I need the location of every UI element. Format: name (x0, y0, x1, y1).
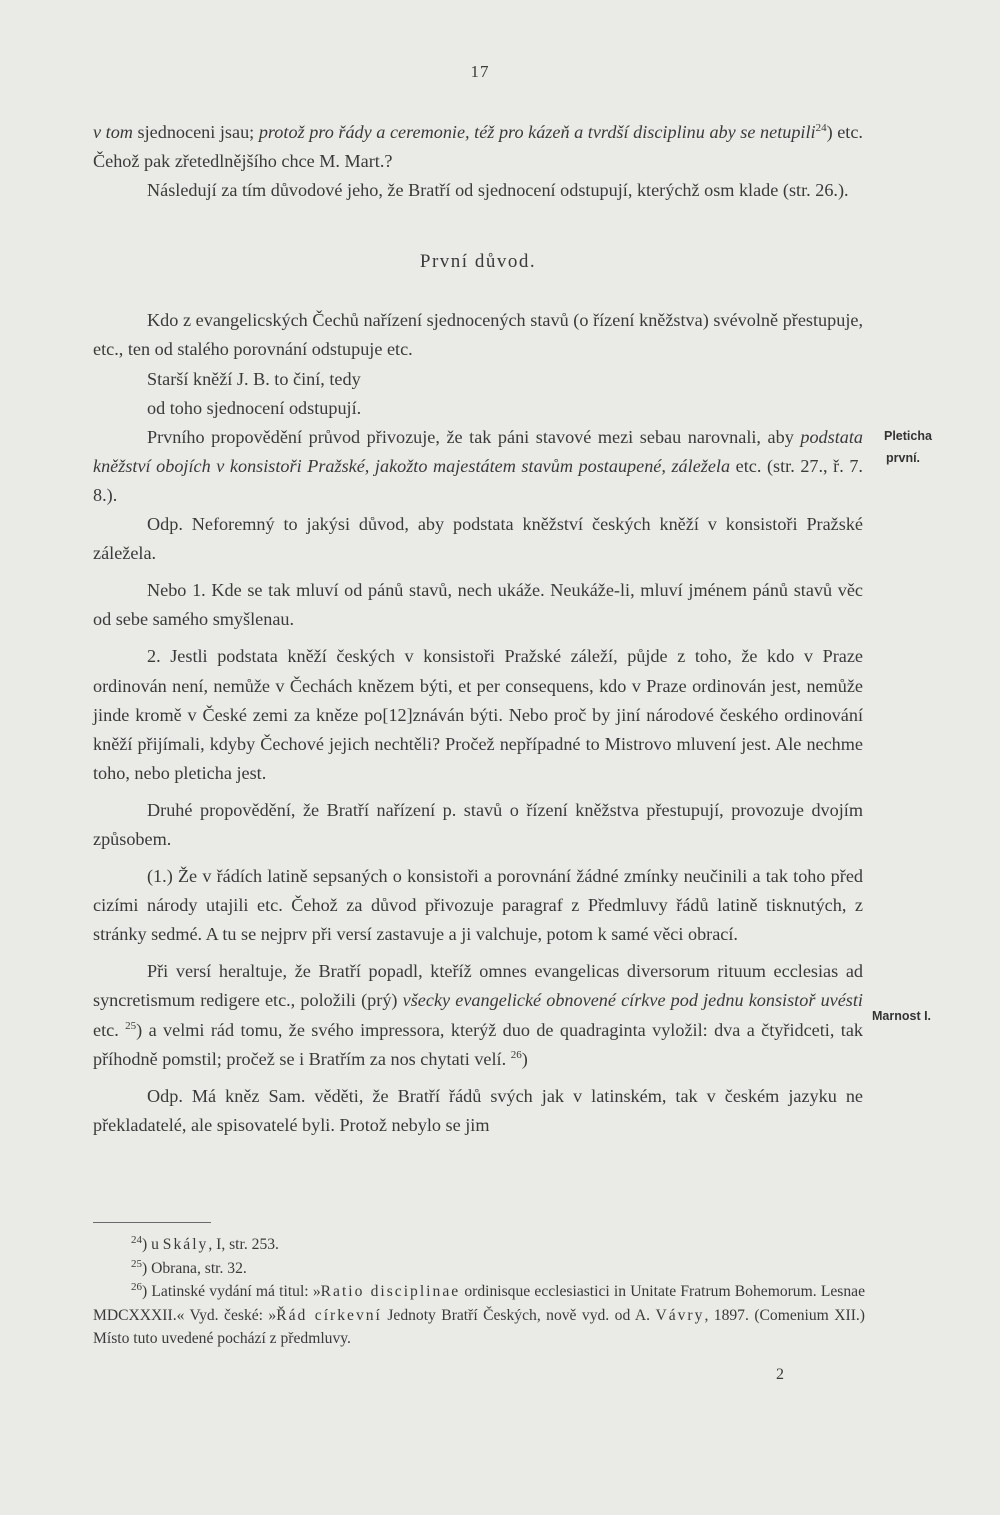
text-run: sjednoceni jsau; (132, 122, 259, 142)
footnotes (93, 1233, 865, 1351)
italic-text: protož pro řády a ceremonie, též pro kázeň a tvrdší disciplinu aby se netupili (258, 122, 816, 142)
text-run: ) a velmi rád tomu, že svého impressora, kterýž duo de quadraginta vyložil: dva a čtyřidceti, tak příhodně pomstil; pročež se i Bratřím za nos chytati velí. (93, 1019, 863, 1069)
italic-text: v tom (93, 122, 133, 142)
paragraph: 2. Jestli podstata kněží českých v konsistoři Pražské záleží, půjde z toho, že kdo v Praze ordinován není, nemůže v Čechách knězem býti, et per consequens, kdo v Praze ordinován jest, nemůže jinde kromě v České zemi za kněze po[12]znáván býti. Nebo proč by jiní národové českého ordinování kněží přijímali, kdyby Čechové jejich nechtěli? Pročež nepřípadné to Mistrovo mluvení jest. Ale nechme toho, nebo pleticha jest. (93, 646, 863, 783)
spaced-text: Skály (162, 1236, 209, 1253)
italic-text: podstata kněžství obojích v konsistoři Pražské, jakožto majestátem stavům postaupené, záležela (93, 426, 863, 476)
main-text (93, 118, 863, 1140)
footnote-ref[interactable]: 25 (125, 1019, 137, 1032)
margin-note-pleticha: Pleticha (884, 429, 932, 443)
text-run: ) Latinské vydání má titul: » (142, 1283, 321, 1300)
footnote-25 (93, 1257, 865, 1281)
footnote-24 (93, 1233, 865, 1257)
margin-note-marnost: Marnost I. (872, 1009, 932, 1023)
paragraph: Nebo 1. Kde se tak mluví od pánů stavů, nech ukáže. Neukáže-li, mluví jménem pánů stavů věc od sebe samého smyšlenau. (93, 580, 863, 630)
margin-note-prvni: první. (886, 451, 921, 465)
paragraph: Starší kněží J. B. to činí, tedy (147, 368, 361, 389)
paragraph: od toho sjednocení odstupují. (147, 397, 362, 418)
paragraph: (1.) Že v řádích latině sepsaných o konsistoři a porovnání žádné zmínky neučinili a tak toho před cizími národy utajili etc. Čehož za důvod přivozuje paragraf z Předmluvy řádů latině tisknutých, z stránky sedmé. A tu se nejprv při versí zastavuje a ji valchuje, potom k samé věci obrací. (93, 866, 863, 945)
spaced-text: Řád církevní (276, 1306, 382, 1324)
footnote-number: 25 (131, 1257, 142, 1270)
text-run: ordinisque ecclesiastici in Unitate Fratrum Bohemorum. Lesnae MDCXXXII.« Vyd. české: » (93, 1283, 865, 1324)
text-run: , I, str. 253. (208, 1236, 279, 1253)
text-run: Prvního propovědění průvod přivozuje, že tak páni stavové mezi sebau narovnali, aby (147, 426, 801, 447)
section-heading: První důvod. (419, 251, 537, 273)
text-run: ) (521, 1048, 528, 1069)
footnote-ref[interactable]: 26 (510, 1048, 522, 1061)
page-number: 17 (470, 62, 490, 81)
footnote-number: 24 (131, 1233, 142, 1246)
paragraph: Druhé propovědění, že Bratří nařízení p. stavů o řízení kněžstva přestupují, provozuje dvojím způsobem. (93, 799, 863, 849)
sheet-signature: 2 (776, 1366, 784, 1383)
italic-text: všecky evangelické obnovené církve pod jednu konsistoř uvésti (402, 990, 863, 1011)
paragraph (93, 957, 863, 1073)
text-run: ) etc. Čehož pak zřetedlnějšího chce M. Mart.? (93, 122, 863, 172)
text-run: etc. (str. 27., ř. 7. 8.). (93, 455, 863, 505)
text-run: , 1897. (Comenium XII.) Místo tuto uvedené pochází z předmluvy. (93, 1306, 865, 1347)
paragraph: Kdo z evangelicských Čechů nařízení sjednocených stavů (o řízení kněžstva) svévolně přestupuje, etc., ten od stalého porovnání odstupuje etc. (93, 310, 863, 360)
text-run: ) Obrana, str. 32. (142, 1259, 247, 1277)
footnote-ref[interactable]: 24 (815, 121, 827, 134)
paragraph (93, 423, 863, 510)
footnote-divider (93, 1222, 211, 1223)
spaced-text: Ratio disciplinae (320, 1283, 461, 1300)
spaced-text: Vávry (655, 1306, 705, 1324)
paragraph: Odp. Má kněz Sam. věděti, že Bratří řádů svých jak v latinském, tak v českém jazyku ne překladatelé, ale spisovatelé byli. Protož nebylo se jim (93, 1085, 863, 1135)
text-run: Jednoty Bratří Českých, nově vyd. od A. (381, 1306, 656, 1324)
text-run: ) u (142, 1236, 163, 1253)
footnote-number: 26 (131, 1280, 142, 1293)
text-run: etc. (93, 1019, 126, 1040)
paragraph: Odp. Neforemný to jakýsi důvod, aby podstata kněžství českých kněží v konsistoři Pražské záležela. (93, 514, 863, 564)
paragraph: Následují za tím důvodové jeho, že Bratří od sjednocení odstupují, kterýchž osm klade (str. 26.). (147, 180, 849, 201)
text-run: Při versí heraltuje, že Bratří popadl, kteříž omnes evangelicas diversorum rituum ecclesias ad syncretismum redigere etc., položili (prý) (93, 961, 863, 1011)
footnote-26 (93, 1280, 865, 1351)
paragraph (93, 118, 863, 176)
